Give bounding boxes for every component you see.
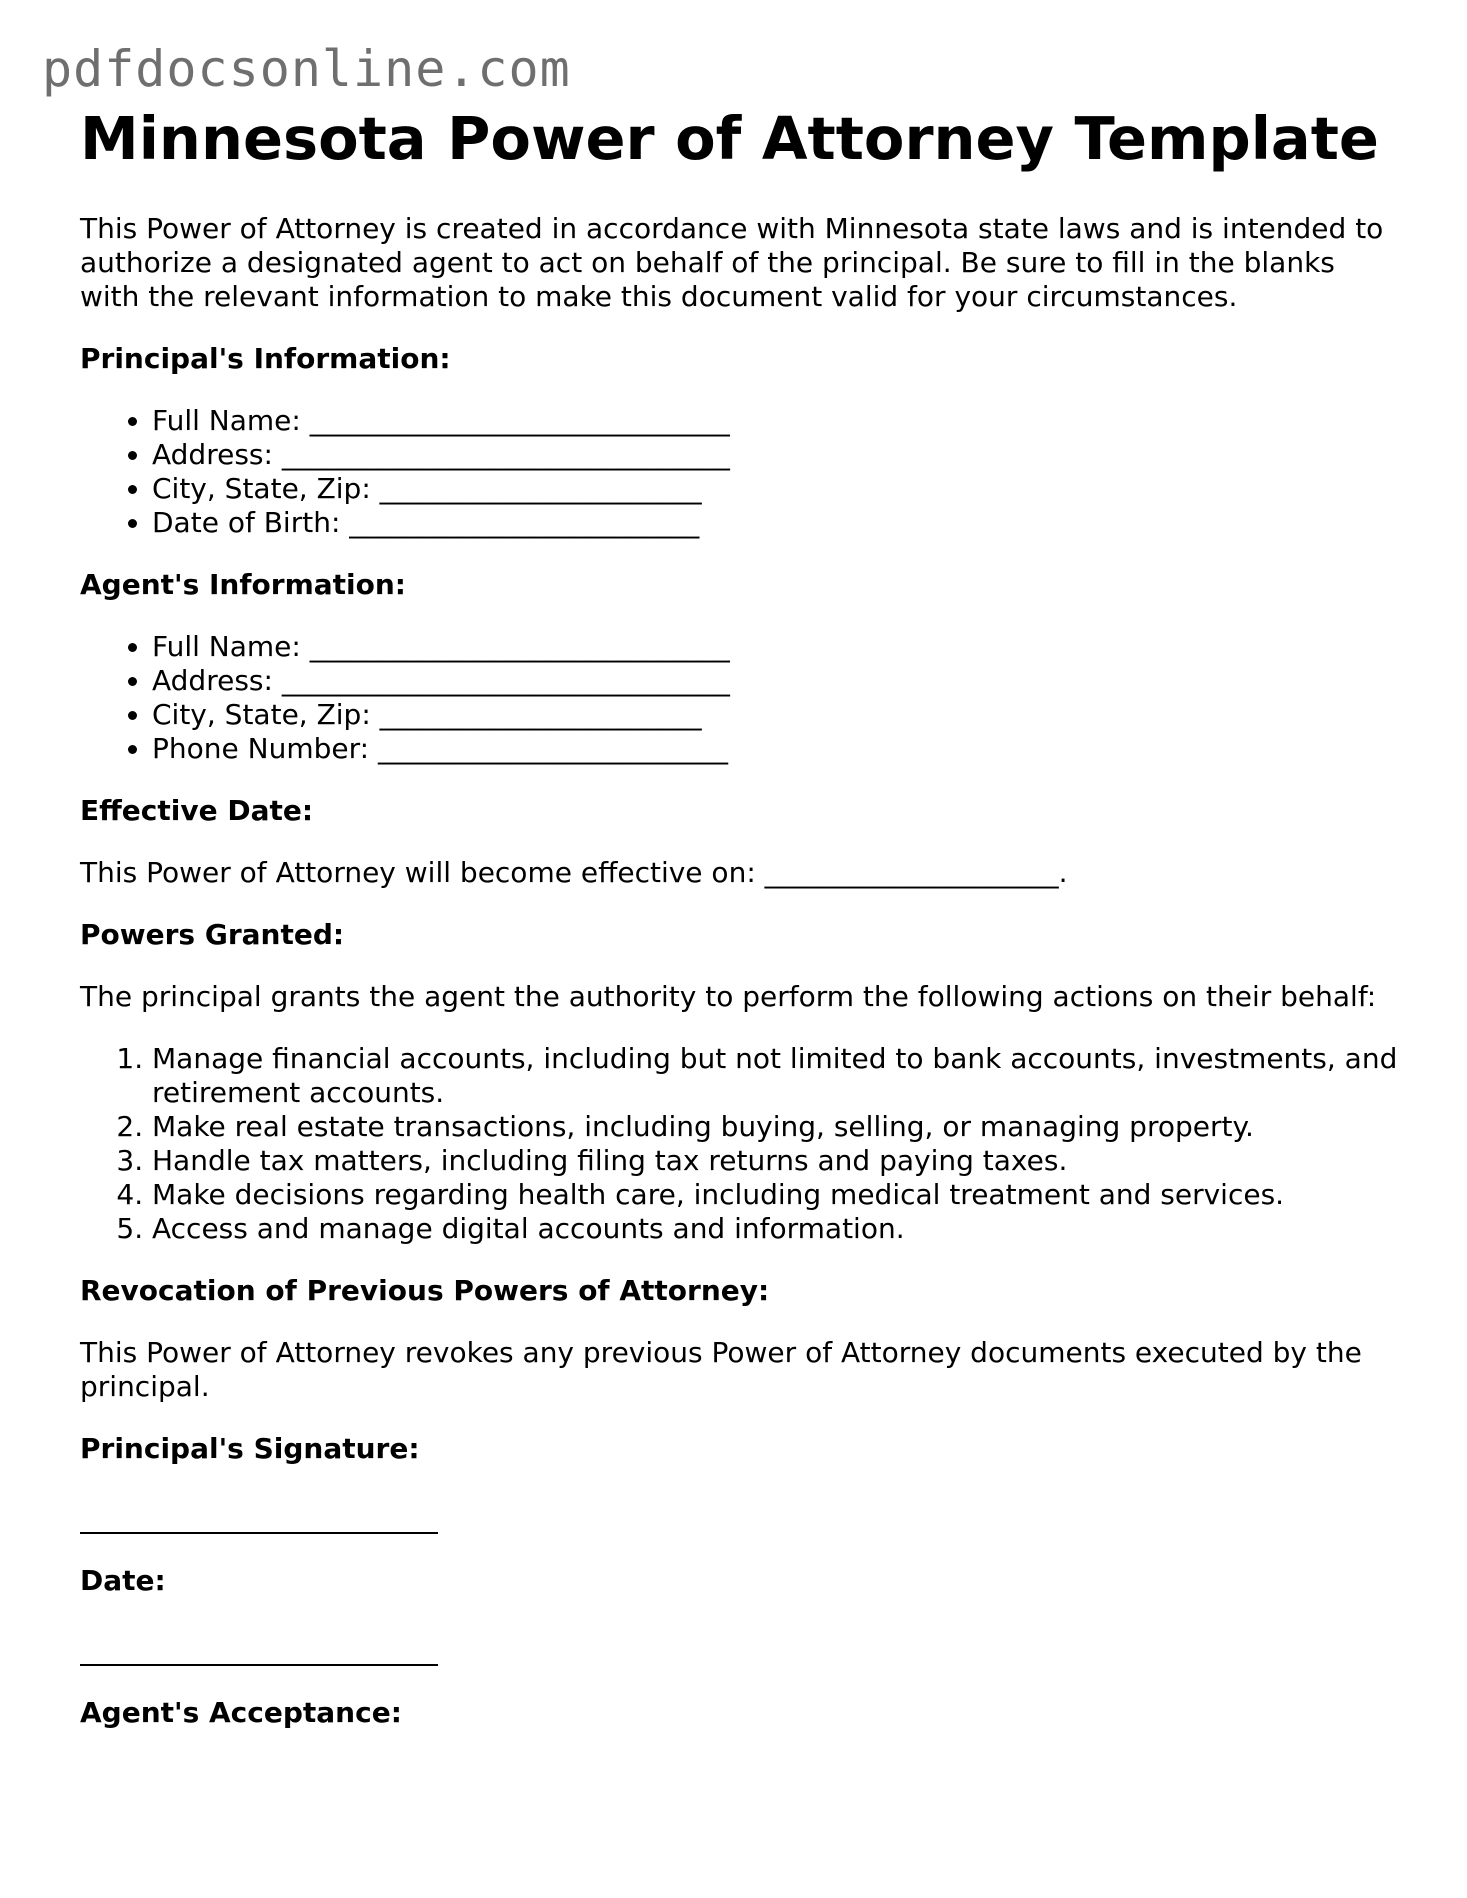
list-item: • Date of Birth: _________________________	[152, 506, 1400, 540]
effective-date-heading: Effective Date:	[80, 794, 314, 827]
list-item: 3. Handle tax matters, including filing tax returns and paying taxes.	[152, 1144, 1400, 1178]
agent-acceptance-heading: Agent's Acceptance:	[80, 1696, 402, 1729]
intro-paragraph: This Power of Attorney is created in accordance with Minnesota state laws and is intended to authorize a designated agent to act on behalf of the principal. Be sure to fill in the blanks with the relevant information to make this document valid for your circumstances.	[80, 212, 1384, 313]
revocation-text: This Power of Attorney revokes any previous Power of Attorney documents executed by the principal.	[80, 1336, 1362, 1403]
date-line	[80, 1644, 438, 1666]
page-title: Minnesota Power of Attorney Template	[80, 104, 1379, 173]
powers-list	[80, 1042, 1400, 1246]
date-heading: Date:	[80, 1564, 166, 1597]
agent-info-heading: Agent's Information:	[80, 568, 407, 601]
list-item: • Full Name: ______________________________	[152, 630, 1400, 664]
list-item: 1. Manage financial accounts, including but not limited to bank accounts, investments, and retirement accounts.	[152, 1042, 1400, 1110]
list-item: 2. Make real estate transactions, including buying, selling, or managing property.	[152, 1110, 1400, 1144]
list-item: • Address: ________________________________	[152, 438, 1400, 472]
principal-info-list	[80, 404, 1400, 540]
revocation-heading: Revocation of Previous Powers of Attorney:	[80, 1274, 770, 1307]
list-item: 4. Make decisions regarding health care, including medical treatment and services.	[152, 1178, 1400, 1212]
document-body	[80, 100, 1400, 1730]
list-item: • Phone Number: _________________________	[152, 732, 1400, 766]
effective-date-text: This Power of Attorney will become effective on: _____________________.	[80, 856, 1068, 889]
principal-info-heading: Principal's Information:	[80, 342, 451, 375]
list-item: • Full Name: ______________________________	[152, 404, 1400, 438]
list-item: • City, State, Zip: _______________________	[152, 472, 1400, 506]
list-item: 5. Access and manage digital accounts and information.	[152, 1212, 1400, 1246]
agent-info-list	[80, 630, 1400, 766]
list-item: • Address: ________________________________	[152, 664, 1400, 698]
principal-signature-heading: Principal's Signature:	[80, 1432, 420, 1465]
powers-granted-heading: Powers Granted:	[80, 918, 345, 951]
list-item: • City, State, Zip: _______________________	[152, 698, 1400, 732]
powers-granted-text: The principal grants the agent the authority to perform the following actions on their behalf:	[80, 980, 1377, 1013]
principal-signature-line	[80, 1512, 438, 1534]
watermark: pdfdocsonline.com	[42, 40, 571, 98]
